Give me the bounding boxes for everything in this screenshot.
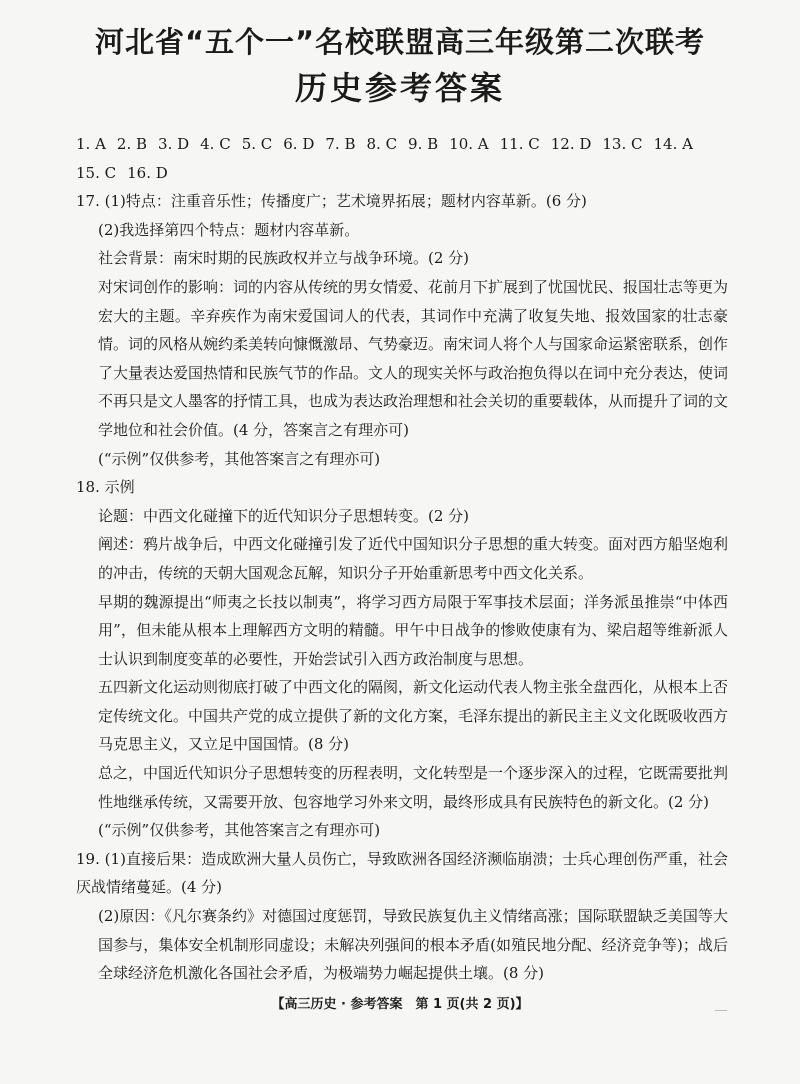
mcq-answer: 7. B	[325, 135, 356, 153]
q17-part1: 17. (1)特点：注重音乐性；传播度广；艺术境界拓展；题材内容革新。(6 分)	[76, 192, 587, 211]
q18-may-fourth: 五四新文化运动则彻底打破了中西文化的隔阂，新文化运动代表人物主张全盘西化，从根本上否定传统文化。中国共产党的成立提供了新的文化方案，毛泽东提出的新民主主义文化既吸收西方马克思主义，又立足中国国情。(8 分)	[98, 678, 729, 754]
mcq-answer: 12. D	[550, 135, 592, 153]
q18-note: (“示例”仅供参考，其他答案言之有理亦可)	[98, 821, 381, 840]
mcq-answers-line-2	[76, 159, 728, 188]
q18-thesis: 论题：中西文化碰撞下的近代知识分子思想转变。(2 分)	[98, 506, 470, 525]
mcq-answer: 9. B	[408, 135, 439, 153]
mcq-answer: 5. C	[241, 135, 273, 153]
mcq-answer: 8. C	[366, 135, 398, 153]
mcq-answer: 15. C	[76, 163, 117, 182]
mcq-answer: 2. B	[116, 135, 148, 153]
mcq-answer: 10. A	[449, 135, 489, 153]
mcq-answer: 3. D	[158, 135, 190, 153]
mcq-answer: 13. C	[602, 135, 643, 153]
mcq-answer: 14. A	[653, 135, 693, 153]
q17-part2: (2)我选择第四个特点：题材内容革新。	[98, 220, 360, 239]
q19-part2: (2)原因：《凡尔赛条约》对德国过度惩罚，导致民族复仇主义情绪高涨；国际联盟缺乏美国等大国参与，集体安全机制形同虚设；未解决列强间的根本矛盾(如殖民地分配、经济竞争等)；战后全球经济危机激化各国社会矛盾，为极端势力崛起提供土壤。(8 分)	[98, 907, 728, 983]
exam-title: 河北省“五个一”名校联盟高三年级第二次联考	[94, 25, 706, 59]
mcq-answer: 16. D	[127, 163, 168, 182]
answer-key-title: 历史参考答案	[294, 69, 505, 107]
mcq-answer: 1. A	[76, 135, 106, 153]
mcq-answers-line-1	[76, 130, 728, 159]
mcq-answer: 11. C	[499, 135, 540, 153]
mcq-answer: 6. D	[283, 135, 315, 153]
q19-part1: 19. (1)直接后果：造成欧洲大量人员伤亡，导致欧洲各国经济濒临崩溃；士兵心理创伤严重，社会厌战情绪蔓延。(4 分)	[76, 849, 728, 897]
q18-elaboration: 阐述：鸦片战争后，中西文化碰撞引发了近代中国知识分子思想的重大转变。面对西方船坚炮利的冲击，传统的天朝大国观念瓦解，知识分子开始重新思考中西文化关系。	[98, 535, 729, 582]
q18-conclusion: 总之，中国近代知识分子思想转变的历程表明，文化转型是一个逐步深入的过程，它既需要批判性地继承传统，又需要开放、包容地学习外来文明，最终形成具有民族特色的新文化。(2 分)	[98, 764, 729, 811]
footer-divider	[715, 1010, 727, 1011]
q17-note: (“示例”仅供参考，其他答案言之有理亦可)	[98, 449, 381, 468]
mcq-answer: 4. C	[200, 135, 231, 153]
page-footer: 【高三历史 · 参考答案 第 1 页(共 2 页)】	[271, 997, 529, 1012]
q18-early-thought: 早期的魏源提出“师夷之长技以制夷”，将学习西方局限于军事技术层面；洋务派虽推崇“中体西用”，但未能从根本上理解西方文明的精髓。甲午中日战争的惨败使康有为、梁启超等维新派人士认识到制度变革的必要性，开始尝试引入西方政治制度与思想。	[98, 592, 728, 668]
answer-content	[76, 130, 728, 988]
q18-heading: 18. 示例	[76, 478, 135, 497]
q17-background: 社会背景：南宋时期的民族政权并立与战争环境。(2 分)	[98, 249, 470, 268]
q17-influence: 对宋词创作的影响：词的内容从传统的男女情爱、花前月下扩展到了忧国忧民、报国壮志等更为宏大的主题。辛弃疾作为南宋爱国词人的代表，其词作中充满了收复失地、报效国家的壮志豪情。词的风格从婉约柔美转向慷慨激昂、气势豪迈。南宋词人将个人与国家命运紧密联系，创作了大量表达爱国热情和民族气节的作品。文人的现实关怀与政治抱负得以在词中充分表达，使词不再只是文人墨客的抒情工具，也成为表达政治理想和社会关切的重要载体，从而提升了词的文学地位和社会价值。(4 分，答案言之有理亦可)	[98, 277, 729, 439]
